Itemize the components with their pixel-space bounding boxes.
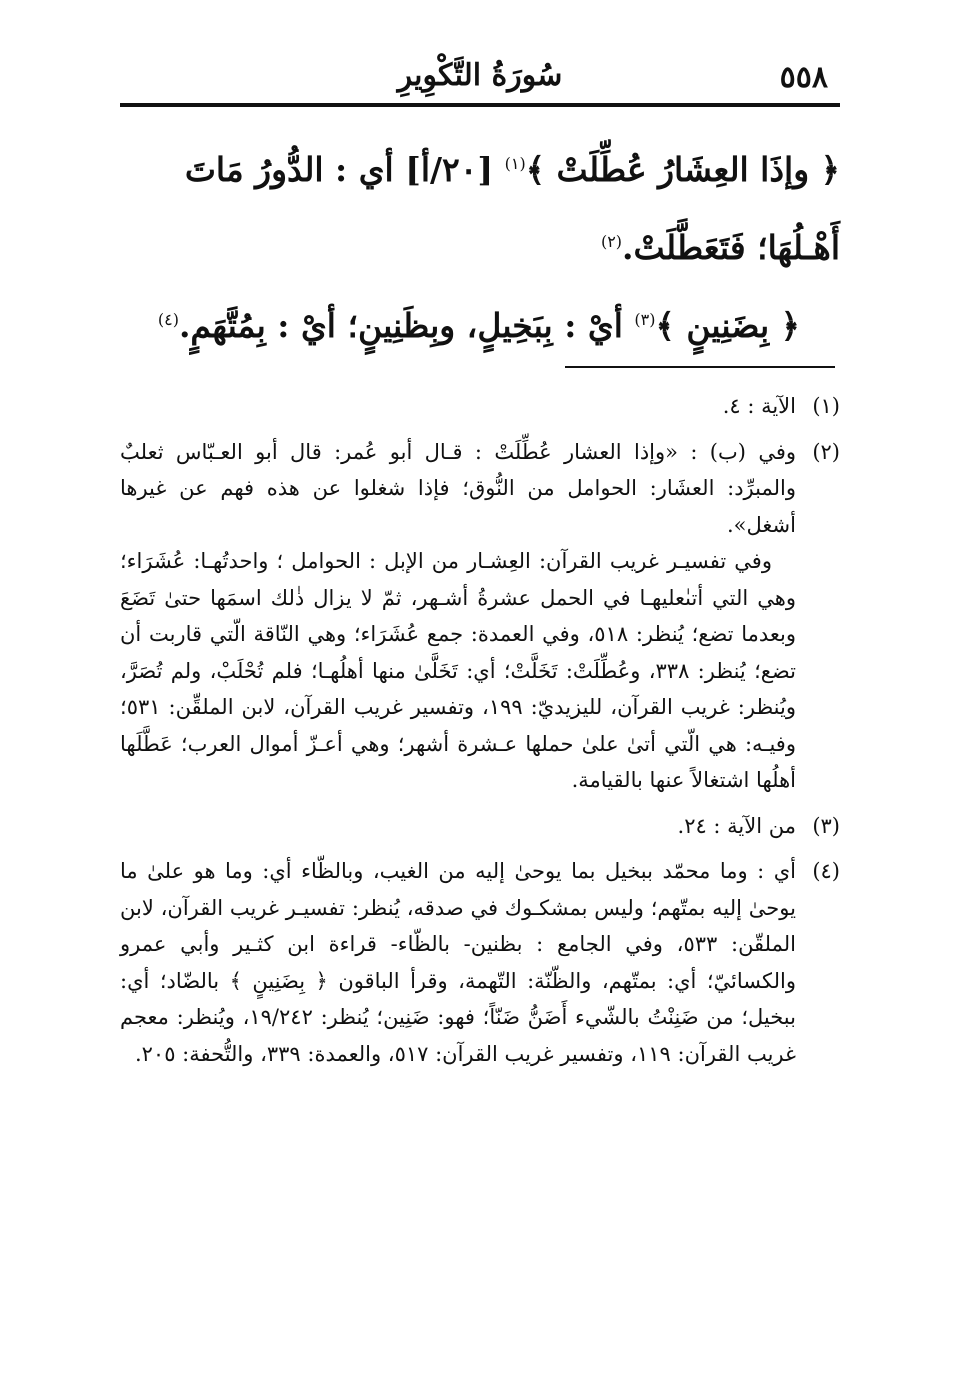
quran-verse: بِضَنِينٍ	[686, 306, 770, 345]
quran-brace-close: ﴾	[525, 150, 546, 189]
footnote-ref: (٢)	[600, 232, 623, 251]
footnote-body	[120, 853, 796, 1072]
footnote-text: أي : وما محمّد ببخيل بما يوحىٰ إليه من الغيب، وبالظّاء أي: وما هو علىٰ ما يوحىٰ إليه بمتّهم؛ وليس بمشكـوك في صدقه، يُنظر: تفسيـر غريب القرآن، لابن الملقّن: ٥٣٣، وفي الجامع : بظنين- بالظّاء- قراءة ابن كثـير وأبي عمرو والكسائيّ؛ أي: بمتّهم، والظّنّة: التّهمة، وقرأ الباقون ﴿ بِضَنِينٍ ﴾ بالضّاد؛ أي: ببخيل؛ من ضَنِنْتُ بالشّيء أَضَنُّ ضَنّاً؛ فهو: ضَنِين؛ يُنظر: ١٩/٢٤٢، ويُنظر: معجم غريب القرآن: ١١٩، وتفسير غريب القرآن: ٥١٧، والعمدة: ٣٣٩، والتُّحفة: ٢٠٥.	[120, 859, 796, 1066]
footnote-3	[120, 808, 840, 845]
verse-commentary: أيْ : بِبَخِيلٍ، وبِظَنِينٍ؛ أيْ : بِمُتَّهَمٍ.	[178, 306, 635, 345]
verse-commentary: [٢٠/أ] أي : الدُّورُ مَاتَ أَهْـلُهَا؛ فَتَعَطَّلَتْ.	[184, 150, 840, 267]
footnote-ref: (١)	[504, 154, 526, 173]
header-rule	[120, 103, 840, 107]
footnote-number: (٢)	[812, 439, 840, 464]
footnote-separator	[565, 366, 835, 368]
footnote-4	[120, 853, 840, 1072]
quran-verse: وإذَا العِشَارُ عُطِّلَتْ	[556, 150, 810, 189]
footnote-number: (٤)	[812, 859, 840, 883]
page-number: ٥٥٨	[779, 60, 828, 95]
footnote-number: (٣)	[812, 813, 840, 838]
main-text	[120, 128, 840, 362]
footnote-number: (١)	[812, 394, 840, 418]
footnote-text: الآية : ٤.	[722, 394, 796, 418]
footnote-2	[120, 434, 840, 799]
footnotes	[120, 388, 840, 1081]
footnote-text: من الآية : ٢٤.	[677, 813, 796, 838]
page-header	[120, 54, 840, 98]
footnote-1	[120, 388, 840, 425]
footnote-body	[120, 388, 796, 425]
quran-brace-open: ﴿	[820, 150, 840, 189]
footnote-body	[120, 808, 796, 845]
footnote-text: وفي (ب) : «وإذا العشار عُطِّلَتْ : قـال أبو عُمر: قال أبو العـبّاس ثعلبٌ والمبرِّد: العشَار: الحوامل من النُّوق؛ فإذا شغلوا عن هذه فهم عن غيرها أشغل».	[120, 439, 797, 537]
footnote-text: وفي تفسيـر غريب القرآن: العِشـار من الإبل : الحوامل ؛ واحدتُهـا: عُشَرَاء؛ وهي التي أتىٰعليهـا في الحمل عشرةُ أشـهر، ثمّ لا يزال ذٰلك اسمَها حتىٰ تَضَعَ وبعدما تضع؛ يُنظر: ٥١٨، وفي العمدة: جمع عُشَرَاء؛ وهي النّاقة الّتي قاربت أن تضع؛ يُنظر: ٣٣٨، وعُطِّلَتْ: تَخَلَّتْ؛ أي: تَخَلَّىٰ منها أهلُهـا؛ فلم تُحْلَبْ، ولم تُصَرَّ، ويُنظر: غريب القرآن، لليزيديّ: ١٩٩، وتفسير غريب القرآن، لابن الملقِّن: ٥٣١؛ وفيـه: هي الّتي أتىٰ علىٰ حملها عـشرة أشهر؛ وهي أعـزّ أموال العرب؛ عَطَّلَها أهلُها اشتغالاً عنها بالقيامة.	[120, 549, 796, 792]
main-paragraph-1	[120, 128, 840, 284]
quran-brace-open: ﴿	[780, 306, 800, 345]
surah-title: سُورَةُ التَّكْوِيرِ	[397, 58, 563, 93]
footnote-body	[120, 434, 796, 799]
footnote-ref: (٣)	[634, 310, 656, 329]
main-paragraph-2	[120, 284, 840, 362]
footnote-ref: (٤)	[157, 310, 179, 329]
quran-brace-close: ﴾	[655, 306, 675, 345]
